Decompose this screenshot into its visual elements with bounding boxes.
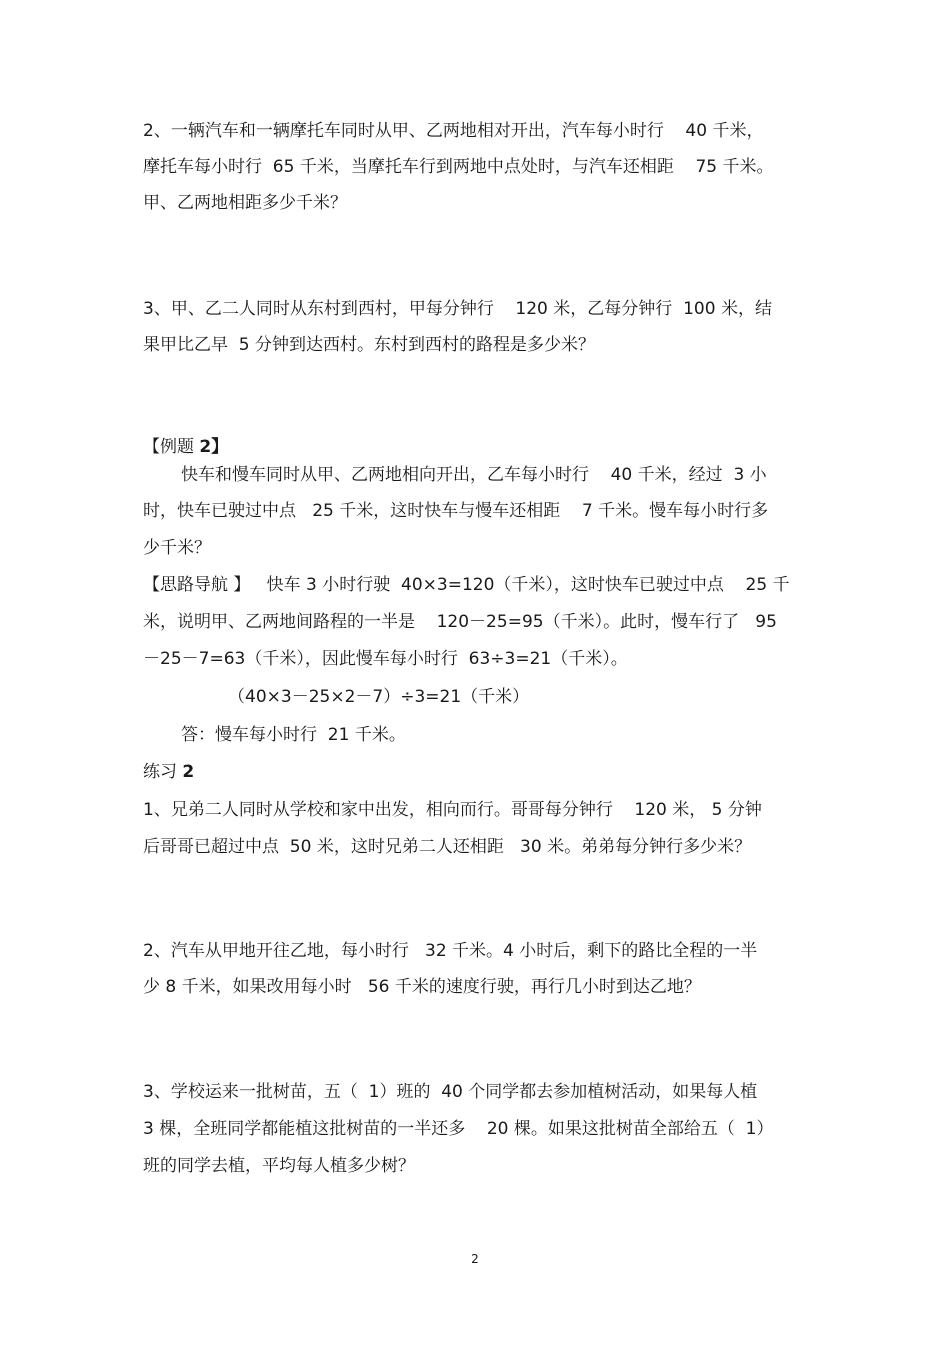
example-2-formula: （40×3－25×2－7）÷3=21（千米） bbox=[228, 687, 530, 707]
problem-2-line-3: 甲、乙两地相距多少千米？ bbox=[143, 193, 347, 213]
example-2-analysis-line-3: －25－7=63（千米），因此慢车每小时行 63÷3=21（千米）。 bbox=[143, 649, 628, 669]
problem-2-line-2: 摩托车每小时行 65 千米，当摩托车行到两地中点处时，与汽车还相距 75 千米。 bbox=[143, 157, 774, 177]
example-2-heading-number: 2】 bbox=[199, 437, 229, 457]
exercise-2-q3-line-3: 班的同学去植，平均每人植多少树？ bbox=[143, 1156, 415, 1176]
example-2-text-line-2: 时，快车已驶过中点 25 千米，这时快车与慢车还相距 7 千米。慢车每小时行多 bbox=[143, 501, 769, 521]
exercise-2-q2-line-2: 少 8 千米，如果改用每小时 56 千米的速度行驶，再行几小时到达乙地？ bbox=[143, 977, 701, 997]
example-2-analysis-line-2: 米，说明甲、乙两地间路程的一半是 120－25=95（千米）。此时，慢车行了 95 bbox=[143, 612, 777, 632]
exercise-2-heading-number: 2 bbox=[182, 762, 195, 782]
exercise-2-q1-line-2: 后哥哥已超过中点 50 米，这时兄弟二人还相距 30 米。弟弟每分钟行多少米？ bbox=[143, 837, 752, 857]
example-2-analysis-line-1: 【思路导航 】 快车 3 小时行驶 40×3=120（千米），这时快车已驶过中点 25 千 bbox=[143, 575, 790, 595]
example-2-answer: 答：慢车每小时行 21 千米。 bbox=[181, 725, 406, 745]
exercise-2-heading-prefix: 练习 bbox=[143, 762, 183, 782]
exercise-2-q1-line-1: 1、兄弟二人同时从学校和家中出发，相向而行。哥哥每分钟行 120 米， 5 分钟 bbox=[143, 800, 762, 820]
example-2-heading-prefix: 【例题 bbox=[143, 437, 200, 457]
exercise-2-q2-line-1: 2、汽车从甲地开往乙地，每小时行 32 千米。4 小时后，剩下的路比全程的一半 bbox=[143, 941, 758, 961]
example-2-heading bbox=[143, 436, 228, 458]
problem-3-line-2: 果甲比乙早 5 分钟到达西村。东村到西村的路程是多少米？ bbox=[143, 335, 596, 355]
exercise-2-q3-line-1: 3、学校运来一批树苗，五（ 1）班的 40 个同学都去参加植树活动，如果每人植 bbox=[143, 1082, 758, 1102]
exercise-2-q3-line-2: 3 棵，全班同学都能植这批树苗的一半还多 20 棵。如果这批树苗全部给五（ 1） bbox=[143, 1119, 774, 1139]
page-number: 2 bbox=[471, 1252, 479, 1266]
exercise-2-heading bbox=[143, 761, 194, 783]
example-2-text-line-1: 快车和慢车同时从甲、乙两地相向开出，乙车每小时行 40 千米，经过 3 小 bbox=[181, 465, 767, 485]
example-2-text-line-3: 少千米？ bbox=[143, 538, 211, 558]
problem-3-line-1: 3、甲、乙二人同时从东村到西村，甲每分钟行 120 米，乙每分钟行 100 米，结 bbox=[143, 299, 772, 319]
problem-2-line-1: 2、一辆汽车和一辆摩托车同时从甲、乙两地相对开出，汽车每小时行 40 千米， bbox=[143, 121, 764, 141]
